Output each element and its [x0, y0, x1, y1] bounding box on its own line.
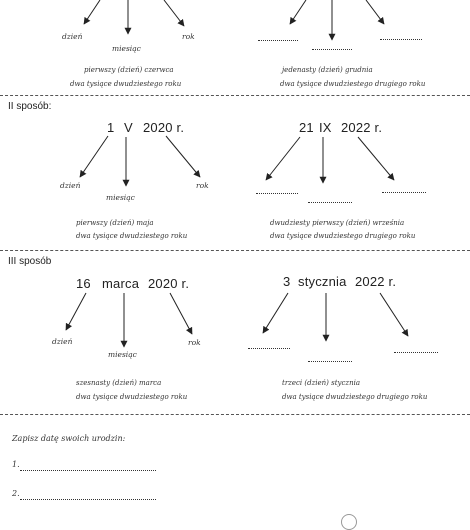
label-year: rok [188, 338, 201, 347]
reading-line2: dwa tysiące dwudziestego roku [70, 80, 182, 88]
section-divider [0, 95, 470, 96]
label-day: dzień [62, 32, 83, 41]
arrow-year [166, 136, 200, 177]
label-day: dzień [60, 181, 81, 190]
section-divider [0, 250, 470, 251]
blank-year[interactable] [380, 39, 422, 40]
arrow-day [290, 0, 306, 24]
answer-line-number: 2. [12, 489, 20, 498]
date-day: 3 [283, 274, 291, 289]
blank-month[interactable] [308, 361, 352, 362]
blank-day[interactable] [256, 193, 298, 194]
arrow-year [358, 137, 394, 180]
arrow-day [84, 0, 100, 24]
label-month: miesiąc [106, 193, 135, 202]
date-year: 2022 r. [341, 120, 383, 135]
date-month: stycznia [298, 274, 347, 289]
section-divider [0, 414, 470, 415]
date-month: V [124, 120, 133, 135]
label-month: miesiąc [108, 350, 137, 359]
answer-line-number: 1. [12, 460, 20, 469]
label-year: rok [196, 181, 209, 190]
reading-line2: dwa tysiące dwudziestego roku [76, 393, 188, 401]
section-heading: III sposób [8, 256, 52, 267]
reading-line1: jedenasty (dzień) grudnia [282, 66, 373, 74]
reading-line2: dwa tysiące dwudziestego drugiego roku [282, 393, 428, 401]
arrow-day [263, 293, 288, 333]
reading-line2: dwa tysiące dwudziestego roku [76, 232, 188, 240]
blank-day[interactable] [258, 40, 298, 41]
date-year: 2020 r. [143, 120, 185, 135]
date-month: marca [102, 276, 140, 291]
arrow-year [366, 0, 384, 24]
arrow-day [266, 137, 300, 180]
arrow-day [80, 136, 108, 177]
blank-day[interactable] [248, 348, 290, 349]
arrow-day [66, 293, 86, 330]
date-day: 16 [76, 276, 91, 291]
section-heading: II sposób: [8, 101, 52, 112]
arrow-year [170, 293, 192, 334]
date-year: 2020 r. [148, 276, 190, 291]
date-year: 2022 r. [355, 274, 397, 289]
arrow-year [164, 0, 184, 26]
exercise-instruction: Zapisz datę swoich urodzin: [12, 434, 126, 443]
arrow-year [380, 293, 408, 336]
reading-line2: dwa tysiące dwudziestego drugiego roku [270, 232, 416, 240]
page-marker-circle [341, 514, 357, 530]
blank-year[interactable] [382, 192, 426, 193]
label-day: dzień [52, 337, 73, 346]
blank-month[interactable] [312, 49, 352, 50]
reading-line1: trzeci (dzień) stycznia [282, 379, 361, 387]
reading-line1: pierwszy (dzień) maja [76, 219, 154, 227]
label-month: miesiąc [112, 44, 141, 53]
blank-month[interactable] [308, 202, 352, 203]
reading-line1: dwudziesty pierwszy (dzień) września [270, 219, 405, 227]
reading-line1: pierwszy (dzień) czerwca [84, 66, 174, 74]
date-day: 1 [107, 120, 115, 135]
answer-line-2[interactable] [20, 499, 156, 500]
blank-year[interactable] [394, 352, 438, 353]
date-month: IX [319, 120, 332, 135]
answer-line-1[interactable] [20, 470, 156, 471]
label-year: rok [182, 32, 195, 41]
date-day: 21 [299, 120, 314, 135]
reading-line2: dwa tysiące dwudziestego drugiego roku [280, 80, 426, 88]
reading-line1: szesnasty (dzień) marca [76, 379, 162, 387]
